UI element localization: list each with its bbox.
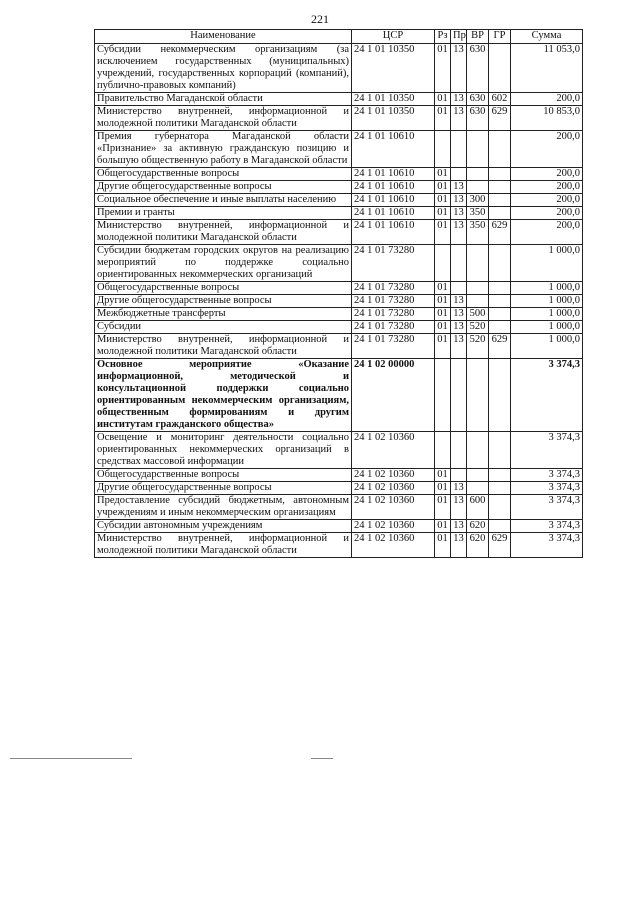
cell-rz: 01: [435, 520, 451, 533]
cell-gr: [489, 482, 511, 495]
cell-csr: 24 1 01 10610: [352, 207, 435, 220]
cell-vr: [467, 282, 489, 295]
cell-csr: 24 1 01 10610: [352, 181, 435, 194]
cell-pr: 13: [451, 207, 467, 220]
cell-rz: [435, 131, 451, 168]
cell-vr: [467, 359, 489, 432]
cell-rz: 01: [435, 495, 451, 520]
cell-pr: [451, 359, 467, 432]
cell-pr: [451, 245, 467, 282]
cell-vr: 620: [467, 520, 489, 533]
table-row: [95, 181, 583, 194]
table-row: [95, 168, 583, 181]
cell-vr: [467, 131, 489, 168]
cell-gr: [489, 308, 511, 321]
cell-pr: 13: [451, 220, 467, 245]
header-gr: ГР: [489, 30, 511, 44]
header-rz: Рз: [435, 30, 451, 44]
cell-csr: 24 1 01 10610: [352, 131, 435, 168]
cell-vr: 600: [467, 495, 489, 520]
cell-gr: 629: [489, 220, 511, 245]
header-pr: Пр: [451, 30, 467, 44]
table-row: [95, 245, 583, 282]
header-vr: ВР: [467, 30, 489, 44]
cell-gr: [489, 359, 511, 432]
cell-pr: [451, 432, 467, 469]
header-csr: ЦСР: [352, 30, 435, 44]
cell-rz: 01: [435, 321, 451, 334]
cell-name: Министерство внутренней, информационной и молодежной политики Магаданской области: [95, 334, 352, 359]
cell-sum: 200,0: [511, 220, 583, 245]
table-row: [95, 334, 583, 359]
cell-name: Субсидии автономным учреждениям: [95, 520, 352, 533]
cell-rz: [435, 359, 451, 432]
cell-csr: 24 1 01 10610: [352, 168, 435, 181]
cell-gr: [489, 520, 511, 533]
budget-table: [94, 29, 583, 558]
cell-csr: 24 1 02 10360: [352, 533, 435, 558]
cell-name: Предоставление субсидий бюджетным, автономным учреждениям и иным некоммерческим организациям: [95, 495, 352, 520]
cell-name: Социальное обеспечение и иные выплаты населению: [95, 194, 352, 207]
cell-gr: 602: [489, 93, 511, 106]
table-row: [95, 131, 583, 168]
cell-name: Межбюджетные трансферты: [95, 308, 352, 321]
cell-vr: [467, 181, 489, 194]
table-row: [95, 520, 583, 533]
table-row: [95, 495, 583, 520]
cell-vr: 350: [467, 207, 489, 220]
table-row: [95, 469, 583, 482]
cell-sum: 10 853,0: [511, 106, 583, 131]
cell-name: Общегосударственные вопросы: [95, 469, 352, 482]
table-row: [95, 432, 583, 469]
cell-pr: 13: [451, 482, 467, 495]
cell-gr: [489, 207, 511, 220]
cell-rz: 01: [435, 334, 451, 359]
cell-csr: 24 1 02 10360: [352, 495, 435, 520]
cell-vr: 500: [467, 308, 489, 321]
cell-gr: [489, 321, 511, 334]
cell-csr: 24 1 02 10360: [352, 520, 435, 533]
cell-csr: 24 1 01 73280: [352, 334, 435, 359]
cell-sum: 200,0: [511, 93, 583, 106]
cell-gr: 629: [489, 106, 511, 131]
cell-vr: [467, 245, 489, 282]
cell-rz: 01: [435, 181, 451, 194]
table-body: [95, 44, 583, 558]
cell-vr: [467, 482, 489, 495]
cell-gr: [489, 245, 511, 282]
cell-csr: 24 1 02 10360: [352, 432, 435, 469]
cell-csr: 24 1 01 10350: [352, 44, 435, 93]
header-sum: Сумма: [511, 30, 583, 44]
cell-csr: 24 1 01 73280: [352, 245, 435, 282]
cell-name: Другие общегосударственные вопросы: [95, 181, 352, 194]
cell-vr: [467, 432, 489, 469]
table-row: [95, 295, 583, 308]
cell-gr: [489, 168, 511, 181]
cell-sum: 1 000,0: [511, 282, 583, 295]
cell-sum: 3 374,3: [511, 432, 583, 469]
cell-vr: 630: [467, 93, 489, 106]
cell-pr: 13: [451, 321, 467, 334]
cell-rz: 01: [435, 308, 451, 321]
cell-vr: [467, 295, 489, 308]
table-row: [95, 533, 583, 558]
cell-name: Другие общегосударственные вопросы: [95, 482, 352, 495]
cell-pr: 13: [451, 334, 467, 359]
table-row: [95, 482, 583, 495]
cell-csr: 24 1 02 10360: [352, 469, 435, 482]
cell-name: Субсидии бюджетам городских округов на реализацию мероприятий по поддержке социально ориентированных некоммерческих организаций: [95, 245, 352, 282]
cell-rz: 01: [435, 282, 451, 295]
cell-gr: 629: [489, 533, 511, 558]
cell-gr: [489, 131, 511, 168]
cell-name: Другие общегосударственные вопросы: [95, 295, 352, 308]
table-header-row: [95, 30, 583, 44]
cell-rz: [435, 432, 451, 469]
table-row: [95, 359, 583, 432]
cell-rz: 01: [435, 207, 451, 220]
cell-csr: 24 1 01 73280: [352, 321, 435, 334]
cell-rz: 01: [435, 93, 451, 106]
cell-vr: 630: [467, 44, 489, 93]
cell-rz: 01: [435, 482, 451, 495]
cell-sum: 3 374,3: [511, 482, 583, 495]
cell-pr: 13: [451, 93, 467, 106]
page-number: 221: [311, 12, 329, 26]
cell-name: Субсидии некоммерческим организациям (за исключением государственных (муниципальных) учреждений, государственных корпораций (компаний), публично-правовых компаний): [95, 44, 352, 93]
cell-sum: 3 374,3: [511, 359, 583, 432]
cell-pr: 13: [451, 44, 467, 93]
cell-vr: 630: [467, 106, 489, 131]
cell-pr: 13: [451, 106, 467, 131]
cell-csr: 24 1 01 10350: [352, 106, 435, 131]
cell-sum: 1 000,0: [511, 308, 583, 321]
cell-pr: [451, 282, 467, 295]
cell-sum: 3 374,3: [511, 469, 583, 482]
cell-gr: [489, 282, 511, 295]
cell-rz: 01: [435, 106, 451, 131]
cell-gr: [489, 295, 511, 308]
cell-csr: 24 1 02 00000: [352, 359, 435, 432]
cell-sum: 1 000,0: [511, 334, 583, 359]
cell-gr: [489, 44, 511, 93]
cell-csr: 24 1 01 73280: [352, 282, 435, 295]
cell-sum: 200,0: [511, 194, 583, 207]
cell-pr: 13: [451, 533, 467, 558]
cell-rz: 01: [435, 533, 451, 558]
table-row: [95, 207, 583, 220]
table-row: [95, 93, 583, 106]
footnote-divider: [10, 758, 132, 759]
table-row: [95, 194, 583, 207]
cell-gr: [489, 181, 511, 194]
cell-pr: 13: [451, 520, 467, 533]
cell-name: Премии и гранты: [95, 207, 352, 220]
cell-name: Освещение и мониторинг деятельности социально ориентированных некоммерческих организаций в средствах массовой информации: [95, 432, 352, 469]
cell-sum: 1 000,0: [511, 245, 583, 282]
cell-csr: 24 1 01 10350: [352, 93, 435, 106]
cell-rz: 01: [435, 194, 451, 207]
cell-name: Министерство внутренней, информационной и молодежной политики Магаданской области: [95, 533, 352, 558]
cell-vr: 300: [467, 194, 489, 207]
cell-name: Основное мероприятие «Оказание информационной, методической и консультационной поддержки социально ориентированным некоммерческим организациям, общественным формированиям и другим институтам гражданского общества»: [95, 359, 352, 432]
cell-csr: 24 1 01 10610: [352, 194, 435, 207]
cell-sum: 3 374,3: [511, 520, 583, 533]
cell-pr: [451, 469, 467, 482]
cell-csr: 24 1 01 73280: [352, 295, 435, 308]
cell-sum: 3 374,3: [511, 495, 583, 520]
cell-pr: [451, 168, 467, 181]
cell-rz: 01: [435, 295, 451, 308]
cell-name: Субсидии: [95, 321, 352, 334]
cell-sum: 3 374,3: [511, 533, 583, 558]
table-row: [95, 44, 583, 93]
cell-rz: 01: [435, 220, 451, 245]
cell-name: Премия губернатора Магаданской области «Признание» за активную гражданскую позицию и большую общественную работу в Магаданской области: [95, 131, 352, 168]
table-row: [95, 106, 583, 131]
cell-csr: 24 1 02 10360: [352, 482, 435, 495]
cell-sum: 200,0: [511, 181, 583, 194]
table-row: [95, 321, 583, 334]
cell-vr: [467, 469, 489, 482]
cell-rz: 01: [435, 469, 451, 482]
cell-sum: 200,0: [511, 168, 583, 181]
cell-sum: 1 000,0: [511, 295, 583, 308]
cell-pr: 13: [451, 495, 467, 520]
cell-name: Общегосударственные вопросы: [95, 168, 352, 181]
cell-name: Министерство внутренней, информационной и молодежной политики Магаданской области: [95, 220, 352, 245]
cell-sum: 11 053,0: [511, 44, 583, 93]
cell-rz: 01: [435, 44, 451, 93]
cell-name: Общегосударственные вопросы: [95, 282, 352, 295]
cell-gr: [489, 495, 511, 520]
footnote-divider-short: [311, 758, 333, 759]
cell-vr: [467, 168, 489, 181]
cell-sum: 200,0: [511, 207, 583, 220]
cell-gr: [489, 432, 511, 469]
cell-csr: 24 1 01 73280: [352, 308, 435, 321]
table-row: [95, 308, 583, 321]
cell-csr: 24 1 01 10610: [352, 220, 435, 245]
cell-vr: 520: [467, 334, 489, 359]
cell-name: Правительство Магаданской области: [95, 93, 352, 106]
cell-gr: [489, 194, 511, 207]
cell-sum: 200,0: [511, 131, 583, 168]
cell-pr: 13: [451, 181, 467, 194]
cell-pr: 13: [451, 308, 467, 321]
cell-rz: [435, 245, 451, 282]
cell-vr: 620: [467, 533, 489, 558]
cell-gr: [489, 469, 511, 482]
cell-rz: 01: [435, 168, 451, 181]
cell-vr: 520: [467, 321, 489, 334]
cell-pr: [451, 131, 467, 168]
cell-sum: 1 000,0: [511, 321, 583, 334]
cell-name: Министерство внутренней, информационной и молодежной политики Магаданской области: [95, 106, 352, 131]
cell-vr: 350: [467, 220, 489, 245]
header-name: Наименование: [95, 30, 352, 44]
table-row: [95, 220, 583, 245]
cell-pr: 13: [451, 295, 467, 308]
cell-gr: 629: [489, 334, 511, 359]
cell-pr: 13: [451, 194, 467, 207]
table-row: [95, 282, 583, 295]
